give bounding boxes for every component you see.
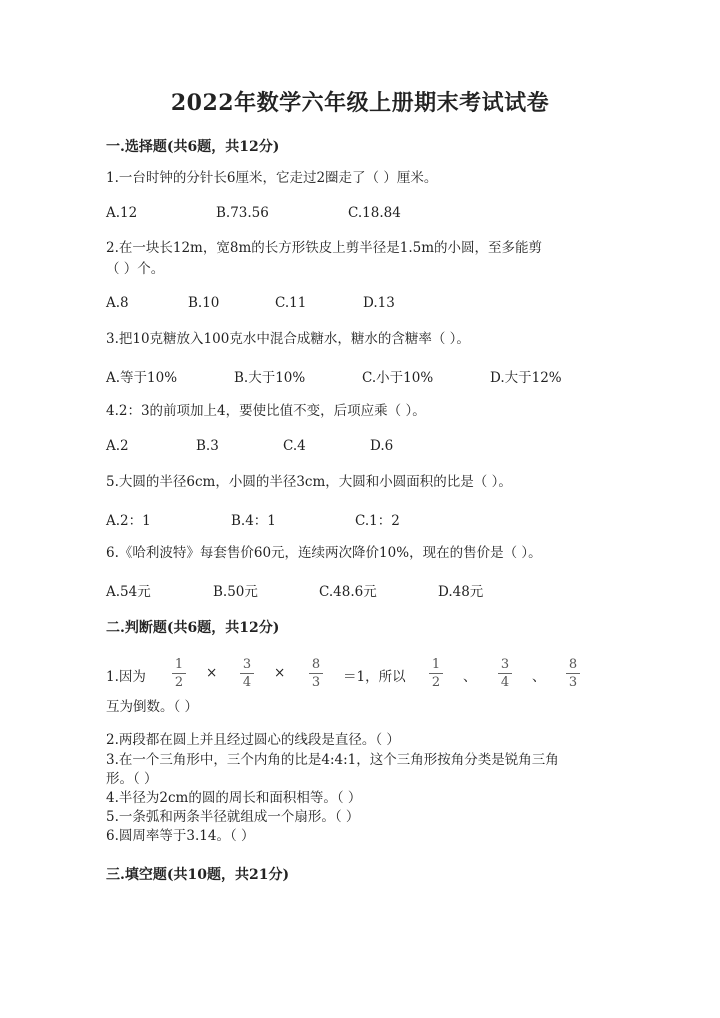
question-2-1-prefix: 1.因为 [106, 669, 146, 685]
question-2-6: 6.圆周率等于3.14。（ ） [106, 828, 255, 844]
question-1-2-cont: （ ）个。 [106, 261, 165, 277]
equals-text: ＝1，所以 [343, 669, 406, 685]
question-2-3: 3.在一个三角形中，三个内角的比是4:4:1，这个三角形按角分类是锐角三角 [106, 752, 559, 768]
option-1-4-b: B.3 [196, 438, 219, 454]
section-2-heading: 二.判断题(共6题，共12分) [106, 620, 280, 636]
option-1-5-a: A.2：1 [106, 513, 151, 529]
option-1-6-b: B.50元 [213, 584, 258, 600]
option-1-3-c: C.小于10% [362, 370, 434, 386]
denominator: 3 [311, 675, 321, 690]
option-1-1-b: B.73.56 [216, 205, 269, 221]
fraction-3-4-b [494, 657, 516, 690]
option-1-4-a: A.2 [106, 438, 129, 454]
option-1-3-b: B.大于10% [234, 370, 306, 386]
option-1-2-c: C.11 [275, 295, 307, 311]
fraction-bar [309, 673, 323, 674]
fraction-bar [498, 673, 512, 674]
times-sign: × [206, 665, 218, 681]
fraction-bar [172, 673, 186, 674]
question-2-1-suffix: 互为倒数。（ ） [106, 699, 199, 715]
question-1-6: 6.《哈利波特》每套售价60元，连续两次降价10%，现在的售价是（ ）。 [106, 545, 542, 561]
section-3-heading: 三.填空题(共10题，共21分) [106, 867, 290, 883]
option-1-1-c: C.18.84 [348, 205, 401, 221]
fraction-bar [566, 673, 580, 674]
section-1-heading: 一.选择题(共6题，共12分) [106, 139, 280, 155]
question-2-5: 5.一条弧和两条半径就组成一个扇形。（ ） [106, 809, 360, 825]
option-1-6-d: D.48元 [438, 584, 484, 600]
fraction-bar [429, 673, 443, 674]
question-1-2: 2.在一块长12m，宽8m的长方形铁皮上剪半径是1.5m的小圆，至多能剪 [106, 240, 543, 256]
option-1-4-c: C.4 [283, 438, 306, 454]
question-2-2: 2.两段都在圆上并且经过圆心的线段是直径。（ ） [106, 732, 400, 748]
question-1-5: 5.大圆的半径6cm，小圆的半径3cm，大圆和小圆面积的比是（ ）。 [106, 474, 512, 490]
option-1-1-a: A.12 [106, 205, 138, 221]
question-2-4: 4.半径为2cm的圆的周长和面积相等。（ ） [106, 790, 362, 806]
page-title: 2022年数学六年级上册期末考试试卷 [170, 90, 550, 116]
numerator: 1 [431, 657, 441, 672]
fraction-8-3 [305, 657, 327, 690]
fraction-8-3-b [562, 657, 584, 690]
fraction-1-2-b [425, 657, 447, 690]
numerator: 3 [242, 657, 252, 672]
option-1-2-a: A.8 [106, 295, 129, 311]
denominator: 4 [500, 675, 510, 690]
separator: 、 [463, 669, 477, 685]
separator: 、 [532, 669, 546, 685]
option-1-6-a: A.54元 [106, 584, 151, 600]
fraction-1-2 [168, 657, 190, 690]
option-1-5-b: B.4：1 [231, 513, 276, 529]
numerator: 3 [500, 657, 510, 672]
option-1-5-c: C.1：2 [355, 513, 400, 529]
option-1-3-a: A.等于10% [106, 370, 178, 386]
option-1-4-d: D.6 [370, 438, 394, 454]
option-1-2-d: D.13 [363, 295, 395, 311]
question-1-4: 4.2：3的前项加上4，要使比值不变，后项应乘（ ）。 [106, 403, 426, 419]
numerator: 1 [174, 657, 184, 672]
fraction-bar [240, 673, 254, 674]
denominator: 2 [174, 675, 184, 690]
times-sign: × [274, 665, 286, 681]
denominator: 2 [431, 675, 441, 690]
fraction-3-4 [236, 657, 258, 690]
question-2-3-cont: 形。（ ） [106, 771, 158, 787]
denominator: 4 [242, 675, 252, 690]
option-1-2-b: B.10 [188, 295, 220, 311]
option-1-3-d: D.大于12% [490, 370, 562, 386]
question-1-3: 3.把10克糖放入100克水中混合成糖水，糖水的含糖率（ ）。 [106, 331, 470, 347]
option-1-6-c: C.48.6元 [319, 584, 377, 600]
denominator: 3 [568, 675, 578, 690]
question-1-1: 1.一台时钟的分针长6厘米，它走过2圈走了（ ）厘米。 [106, 170, 438, 186]
numerator: 8 [311, 657, 321, 672]
numerator: 8 [568, 657, 578, 672]
